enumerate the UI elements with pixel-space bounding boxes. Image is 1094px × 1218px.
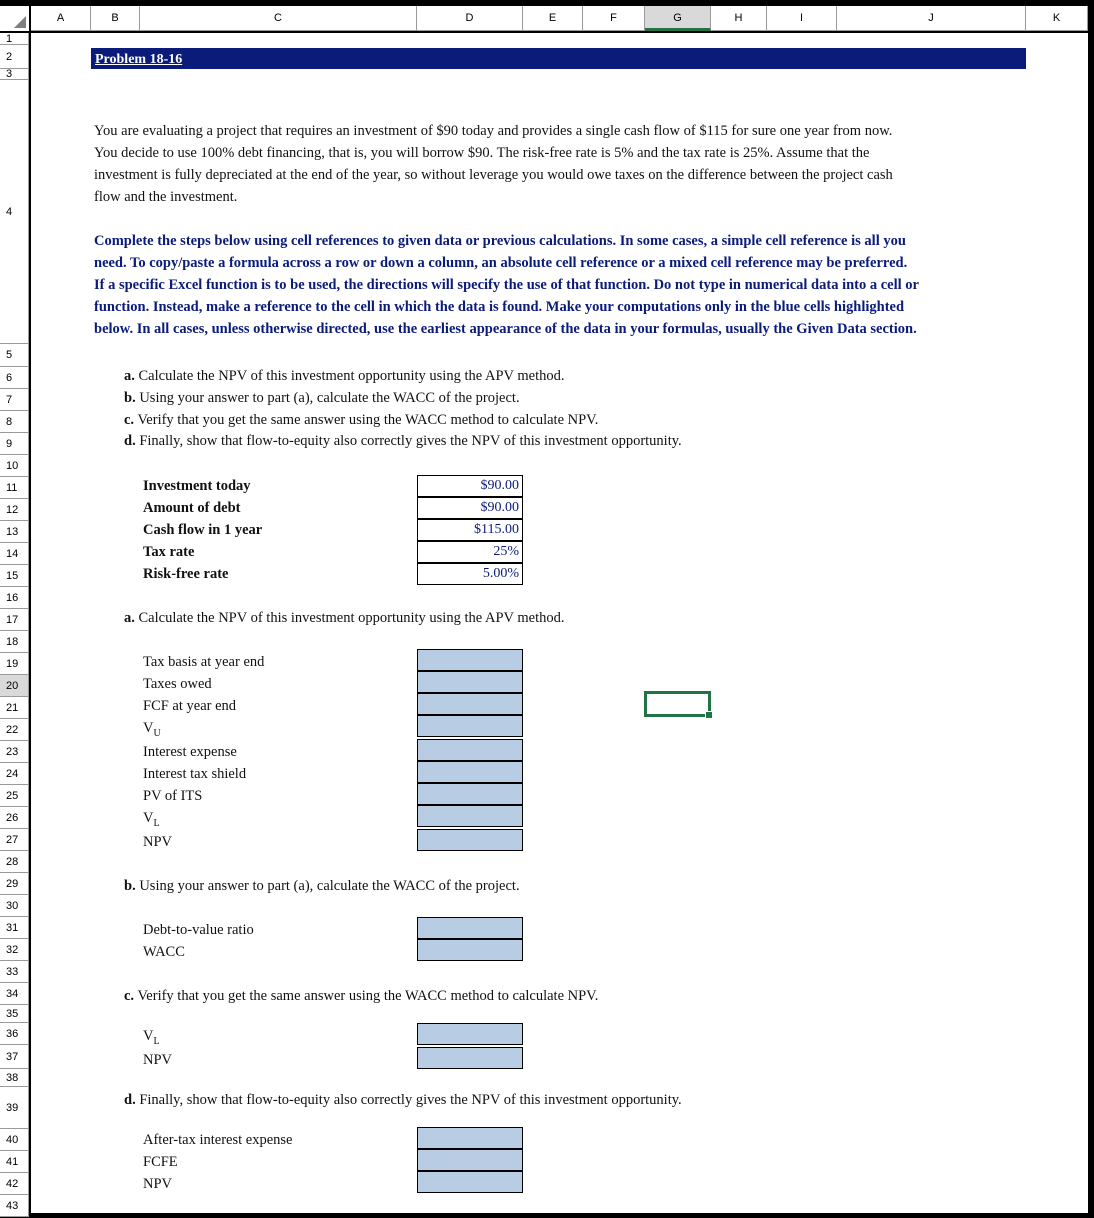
input-pv-its[interactable] — [417, 783, 523, 805]
question-b-summary — [124, 390, 520, 407]
input-npv-d[interactable] — [417, 1171, 523, 1193]
section-c-heading — [124, 988, 598, 1005]
given-cell-investment[interactable]: $90.00 — [417, 475, 523, 497]
question-letter: d. — [124, 1092, 136, 1108]
question-letter: a. — [124, 610, 135, 626]
row-header-5[interactable]: 5 — [0, 344, 29, 367]
row-header-38[interactable]: 38 — [0, 1069, 29, 1087]
column-header-b[interactable]: B — [91, 6, 140, 31]
question-letter: c. — [124, 988, 135, 1004]
row-header-24[interactable]: 24 — [0, 763, 29, 785]
row-header-34[interactable]: 34 — [0, 983, 29, 1005]
row-header-21[interactable]: 21 — [0, 697, 29, 719]
row-header-43[interactable]: 43 — [0, 1195, 29, 1217]
row-header-12[interactable]: 12 — [0, 499, 29, 521]
label-main: V — [143, 1028, 154, 1044]
label-npv-d: NPV — [143, 1176, 173, 1192]
row-header-27[interactable]: 27 — [0, 829, 29, 851]
row-header-15[interactable]: 15 — [0, 565, 29, 587]
given-cell-tax-rate[interactable]: 25% — [417, 541, 523, 563]
column-header-i[interactable]: I — [767, 6, 837, 31]
instruction-line: need. To copy/paste a formula across a row or down a column, an absolute cell reference or a mixed cell reference may be preferred. — [94, 255, 908, 271]
row-header-30[interactable]: 30 — [0, 895, 29, 917]
input-vu[interactable] — [417, 715, 523, 737]
question-text: Verify that you get the same answer using the WACC method to calculate NPV. — [137, 412, 599, 428]
row-header-1[interactable]: 1 — [0, 33, 29, 45]
instruction-line: function. Instead, make a reference to the cell in which the data is found. Make your computations only in the blue cells highlighted — [94, 299, 905, 315]
given-label-cash-flow: Cash flow in 1 year — [143, 522, 263, 538]
input-wacc[interactable] — [417, 939, 523, 961]
question-letter: d. — [124, 433, 136, 449]
column-header-g[interactable]: G — [645, 6, 711, 31]
input-interest-expense[interactable] — [417, 739, 523, 761]
question-text: Finally, show that flow-to-equity also correctly gives the NPV of this investment opportunity. — [139, 1092, 682, 1108]
instructions — [94, 230, 1014, 340]
row-header-20[interactable]: 20 — [0, 675, 29, 697]
input-fcf[interactable] — [417, 693, 523, 715]
row-header-16[interactable]: 16 — [0, 587, 29, 609]
label-subscript: L — [153, 817, 160, 829]
column-header-c[interactable]: C — [140, 6, 417, 31]
given-label-tax-rate: Tax rate — [143, 544, 195, 560]
input-npv-a[interactable] — [417, 829, 523, 851]
label-npv-a: NPV — [143, 834, 173, 850]
label-interest-expense: Interest expense — [143, 744, 237, 760]
question-text: Calculate the NPV of this investment opportunity using the APV method. — [138, 368, 565, 384]
label-wacc: WACC — [143, 944, 185, 960]
given-label-risk-free: Risk-free rate — [143, 566, 229, 582]
row-header-9[interactable]: 9 — [0, 433, 29, 455]
label-interest-tax-shield: Interest tax shield — [143, 766, 247, 782]
row-header-17[interactable]: 17 — [0, 609, 29, 631]
row-header-33[interactable]: 33 — [0, 961, 29, 983]
problem-title: Problem 18-16 — [95, 52, 183, 67]
intro-line: investment is fully depreciated at the end of the year, so without leverage you would owe taxes on the difference between the project cash — [94, 167, 893, 183]
question-text: Using your answer to part (a), calculate the WACC of the project. — [139, 390, 520, 406]
given-cell-cash-flow[interactable]: $115.00 — [417, 519, 523, 541]
instruction-line: below. In all cases, unless otherwise directed, use the earliest appearance of the data in your formulas, usually the Given Data section. — [94, 321, 917, 337]
given-label-debt: Amount of debt — [143, 500, 241, 516]
select-all-corner[interactable] — [0, 6, 29, 31]
column-header-a[interactable]: A — [31, 6, 91, 31]
instruction-line: Complete the steps below using cell references to given data or previous calculations. In some cases, a simple cell reference is all you — [94, 233, 906, 249]
input-taxes-owed[interactable] — [417, 671, 523, 693]
label-vu — [143, 720, 161, 739]
row-header-13[interactable]: 13 — [0, 521, 29, 543]
row-header-35[interactable]: 35 — [0, 1005, 29, 1023]
row-header-10[interactable]: 10 — [0, 455, 29, 477]
row-header-36[interactable]: 36 — [0, 1023, 29, 1045]
label-fcfe: FCFE — [143, 1154, 178, 1170]
row-header-29[interactable]: 29 — [0, 873, 29, 895]
row-header-31[interactable]: 31 — [0, 917, 29, 939]
input-vl-a[interactable] — [417, 805, 523, 827]
question-text: Using your answer to part (a), calculate the WACC of the project. — [139, 878, 520, 894]
row-header-8[interactable]: 8 — [0, 411, 29, 433]
question-letter: a. — [124, 368, 135, 384]
intro-line: flow and the investment. — [94, 189, 238, 205]
label-tax-basis: Tax basis at year end — [143, 654, 265, 670]
row-header-23[interactable]: 23 — [0, 741, 29, 763]
question-letter: b. — [124, 390, 136, 406]
label-vl-c — [143, 1028, 160, 1047]
question-c-summary — [124, 412, 598, 429]
row-header-28[interactable]: 28 — [0, 851, 29, 873]
row-header-42[interactable]: 42 — [0, 1173, 29, 1195]
active-cell-g20[interactable] — [644, 691, 711, 717]
intro-line: You decide to use 100% debt financing, that is, you will borrow $90. The risk-free rate is 5% and the tax rate is 25%. Assume that the — [94, 145, 870, 161]
column-header-d[interactable]: D — [417, 6, 523, 31]
fill-handle[interactable] — [705, 711, 713, 719]
label-main: V — [143, 810, 154, 826]
row-header-6[interactable]: 6 — [0, 367, 29, 389]
label-debt-to-value: Debt-to-value ratio — [143, 922, 254, 938]
input-tax-basis[interactable] — [417, 649, 523, 671]
input-npv-c[interactable] — [417, 1047, 523, 1069]
row-header-41[interactable]: 41 — [0, 1151, 29, 1173]
column-header-j[interactable]: J — [837, 6, 1026, 31]
row-header-22[interactable]: 22 — [0, 719, 29, 741]
given-cell-debt[interactable]: $90.00 — [417, 497, 523, 519]
label-pv-its: PV of ITS — [143, 788, 203, 804]
given-label-investment: Investment today — [143, 478, 251, 494]
row-header-11[interactable]: 11 — [0, 477, 29, 499]
question-a-summary — [124, 368, 564, 385]
column-header-k[interactable]: K — [1026, 6, 1088, 31]
row-header-3[interactable]: 3 — [0, 69, 29, 80]
input-interest-tax-shield[interactable] — [417, 761, 523, 783]
row-header-4[interactable]: 4 — [0, 80, 29, 344]
section-a-heading — [124, 610, 564, 627]
row-header-40[interactable]: 40 — [0, 1129, 29, 1151]
column-header-f[interactable]: F — [583, 6, 645, 31]
question-text: Finally, show that flow-to-equity also correctly gives the NPV of this investment opportunity. — [139, 433, 682, 449]
column-header-h[interactable]: H — [711, 6, 767, 31]
section-d-heading — [124, 1092, 682, 1109]
question-letter: b. — [124, 878, 136, 894]
label-vl — [143, 810, 160, 829]
instruction-line: If a specific Excel function is to be used, the directions will specify the use of that function. Do not type in numerical data into a cell or — [94, 277, 919, 293]
input-fcfe[interactable] — [417, 1149, 523, 1171]
input-debt-to-value[interactable] — [417, 917, 523, 939]
row-header-18[interactable]: 18 — [0, 631, 29, 653]
row-header-39[interactable]: 39 — [0, 1087, 29, 1129]
question-d-summary — [124, 433, 682, 450]
label-subscript: U — [153, 727, 161, 739]
row-header-14[interactable]: 14 — [0, 543, 29, 565]
section-b-heading — [124, 878, 520, 895]
row-header-2[interactable]: 2 — [0, 45, 29, 69]
input-after-tax-interest[interactable] — [417, 1127, 523, 1149]
label-taxes-owed: Taxes owed — [143, 676, 212, 692]
label-subscript: L — [153, 1035, 160, 1047]
intro-line: You are evaluating a project that requires an investment of $90 today and provides a single cash flow of $115 for sure one year from now. — [94, 123, 893, 139]
label-after-tax-interest: After-tax interest expense — [143, 1132, 293, 1148]
question-text: Verify that you get the same answer using the WACC method to calculate NPV. — [137, 988, 599, 1004]
row-header-26[interactable]: 26 — [0, 807, 29, 829]
label-fcf: FCF at year end — [143, 698, 237, 714]
column-header-e[interactable]: E — [523, 6, 583, 31]
row-header-7[interactable]: 7 — [0, 389, 29, 411]
given-cell-risk-free[interactable]: 5.00% — [417, 563, 523, 585]
title-banner — [91, 48, 1026, 69]
row-header-19[interactable]: 19 — [0, 653, 29, 675]
label-main: V — [143, 720, 154, 736]
row-header-25[interactable]: 25 — [0, 785, 29, 807]
row-header-32[interactable]: 32 — [0, 939, 29, 961]
problem-description — [94, 120, 1014, 208]
input-vl-c[interactable] — [417, 1023, 523, 1045]
question-letter: c. — [124, 412, 135, 428]
row-header-37[interactable]: 37 — [0, 1045, 29, 1069]
label-npv-c: NPV — [143, 1052, 173, 1068]
question-text: Calculate the NPV of this investment opportunity using the APV method. — [138, 610, 565, 626]
